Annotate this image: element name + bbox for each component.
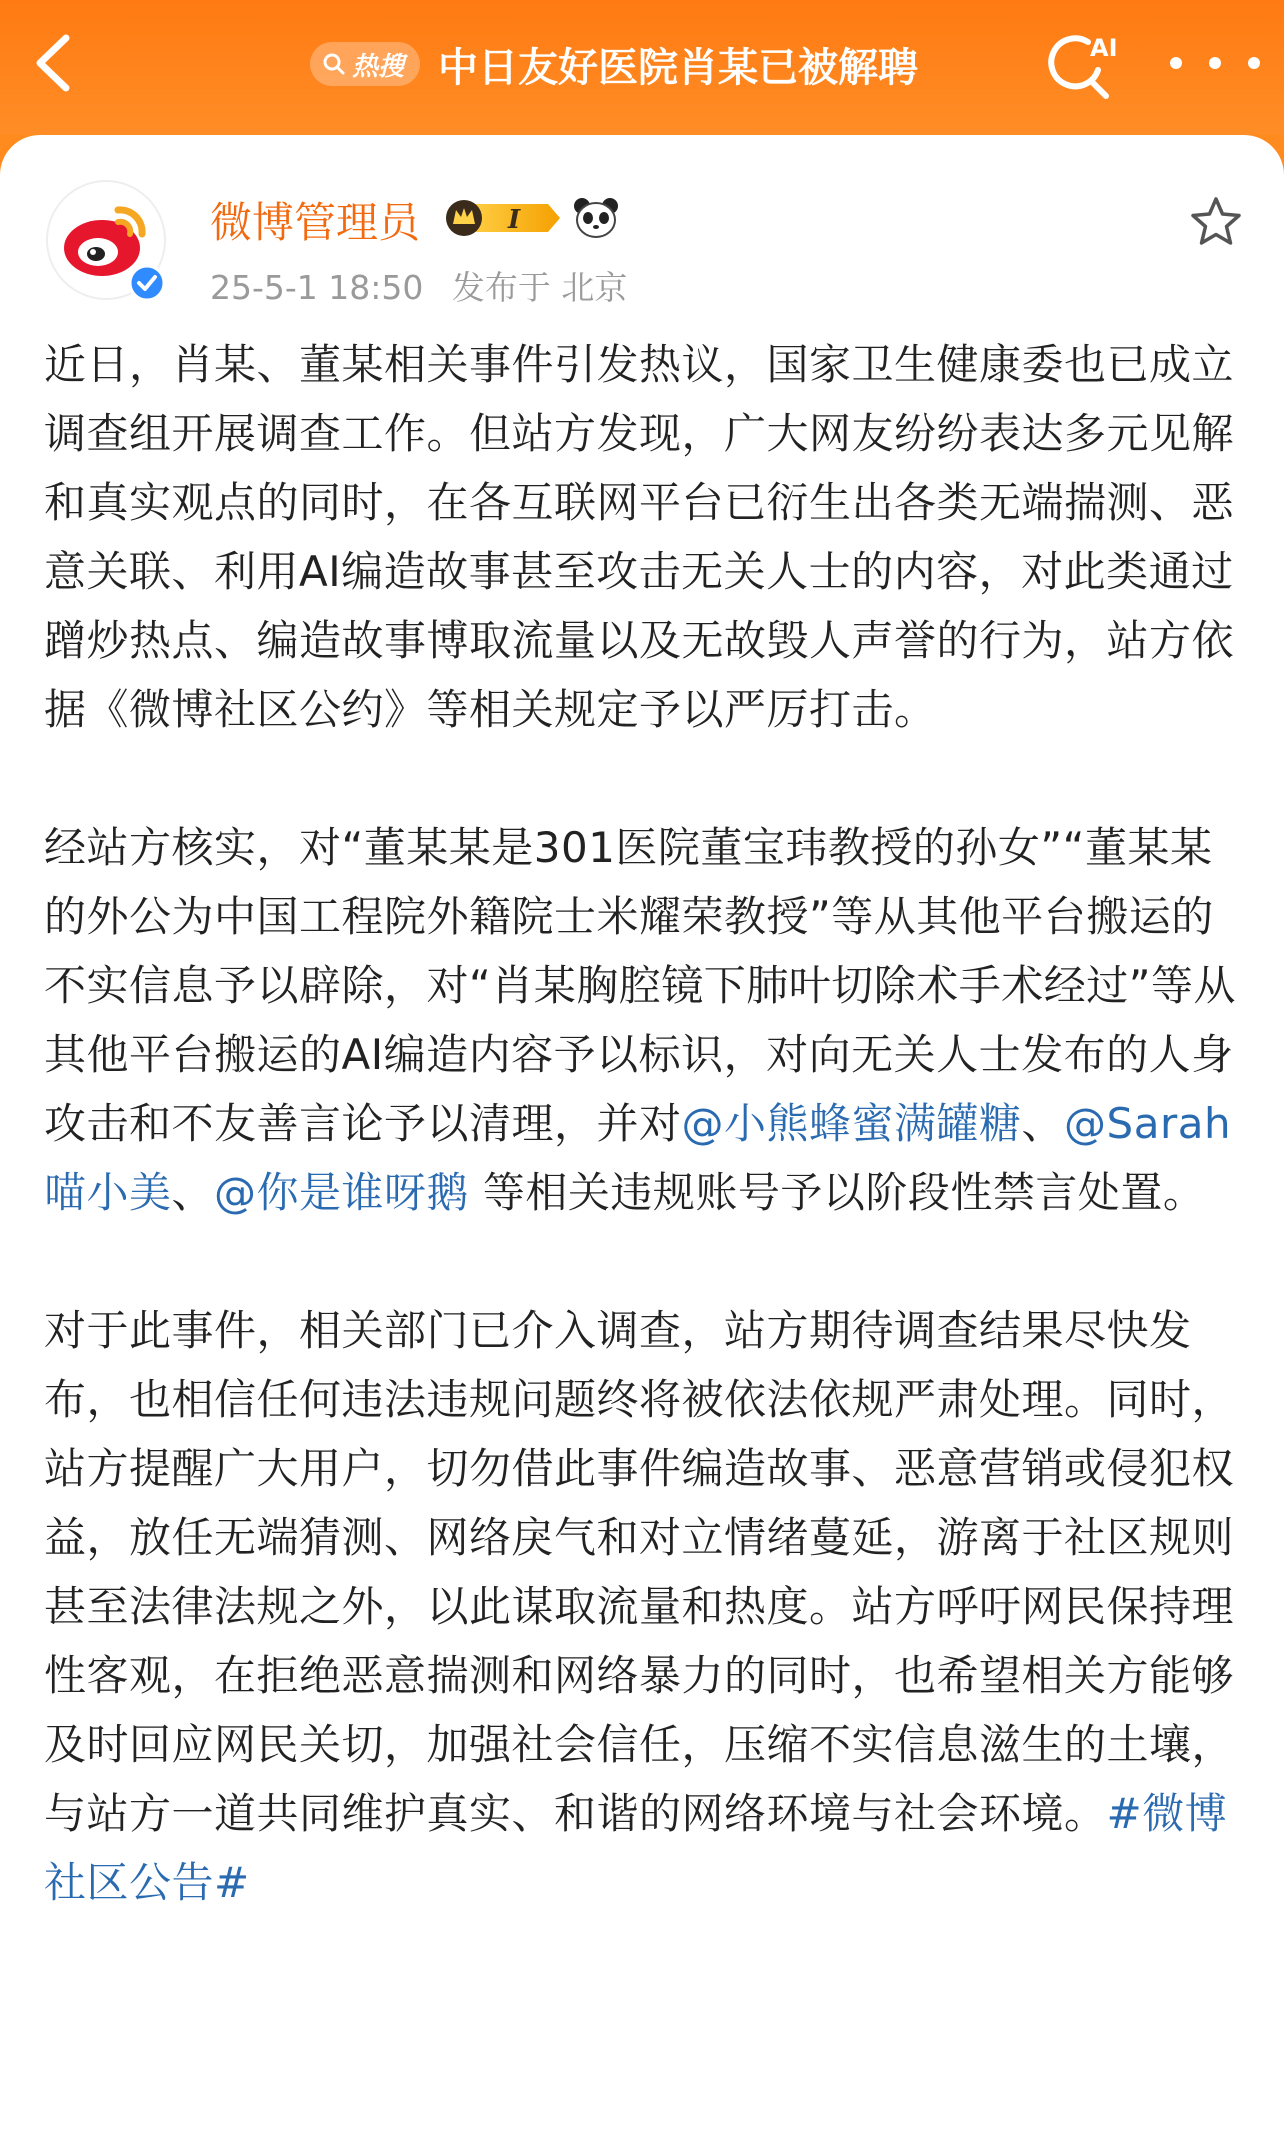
ai-label: AI <box>1090 34 1118 62</box>
more-options-button[interactable] <box>1170 40 1260 86</box>
more-dots-icon <box>1209 57 1221 69</box>
post-paragraph <box>44 1296 1254 1917</box>
verified-icon <box>128 264 166 302</box>
post-content <box>44 330 1254 1917</box>
hashtag-link[interactable]: #微博社区公告# <box>44 1789 1228 1907</box>
top-navigation-bar <box>0 0 1284 135</box>
back-button[interactable] <box>28 28 88 98</box>
hot-topic-title[interactable] <box>310 36 918 92</box>
post-paragraph: 近日，肖某、董某相关事件引发热议，国家卫生健康委也已成立调查组开展调查工作。但站方发现，广大网友纷纷表达多元见解和真实观点的同时，在各互联网平台已衍生出各类无端揣测、恶意关联、利用AI编造故事甚至攻击无关人士的内容，对此类通过蹭炒热点、编造故事博取流量以及无故毁人声誉的行为，站方依据《微博社区公约》等相关规定予以严厉打击。 <box>44 340 1235 734</box>
chevron-left-icon <box>28 28 88 98</box>
separator: 、 <box>171 1168 215 1217</box>
author-badges <box>444 196 620 240</box>
post-meta <box>210 262 645 309</box>
favorite-button[interactable] <box>1188 194 1244 250</box>
more-dots-icon <box>1170 57 1182 69</box>
hot-search-badge <box>310 42 420 86</box>
post-location: 发布于 北京 <box>451 268 628 307</box>
post-paragraph <box>44 813 1254 1227</box>
mention-link[interactable]: @Sarah喵小美 <box>44 1099 1232 1217</box>
vip-crown-badge-icon[interactable] <box>444 198 564 238</box>
separator: 、 <box>1021 1099 1065 1148</box>
more-dots-icon <box>1248 57 1260 69</box>
panda-icon[interactable] <box>572 196 620 240</box>
paragraph-text: 经站方核实，对“董某某是301医院董宝玮教授的孙女”“董某某的外公为中国工程院外籍院士米耀荣教授”等从其他平台搬运的不实信息予以辟除，对“肖某胸腔镜下肺叶切除术手术经过”等从其他平台搬运的AI编造内容予以标识，对向无关人士发布的人身攻击和不友善言论予以清理，并对 <box>44 823 1237 1148</box>
paragraph-text: 等相关违规账号予以阶段性禁言处置。 <box>469 1168 1206 1217</box>
ai-search-button[interactable] <box>1040 26 1120 106</box>
star-icon <box>1188 194 1244 250</box>
mention-link[interactable]: @小熊蜂蜜满罐糖 <box>681 1099 1022 1148</box>
search-icon <box>322 52 346 76</box>
post-time: 25-5-1 18:50 <box>210 268 424 307</box>
topic-title-text: 中日友好医院肖某已被解聘 <box>438 44 919 91</box>
hot-search-label: 热搜 <box>352 51 405 82</box>
mention-link[interactable]: @你是谁呀鹅 <box>214 1168 470 1217</box>
level-label: I <box>508 205 521 235</box>
paragraph-text: 对于此事件，相关部门已介入调查，站方期待调查结果尽快发布，也相信任何违法违规问题终将被依法依规严肃处理。同时，站方提醒广大用户，切勿借此事件编造故事、恶意营销或侵犯权益，放任无端猜测、网络戾气和对立情绪蔓延，游离于社区规则甚至法律法规之外，以此谋取流量和热度。站方呼吁网民保持理性客观，在拒绝恶意揣测和网络暴力的同时，也希望相关方能够及时回应网民关切，加强社会信任，压缩不实信息滋生的土壤，与站方一道共同维护真实、和谐的网络环境与社会环境。 <box>44 1306 1235 1838</box>
author-name[interactable]: 微博管理员 <box>210 198 421 247</box>
ai-search-icon <box>1040 26 1120 106</box>
